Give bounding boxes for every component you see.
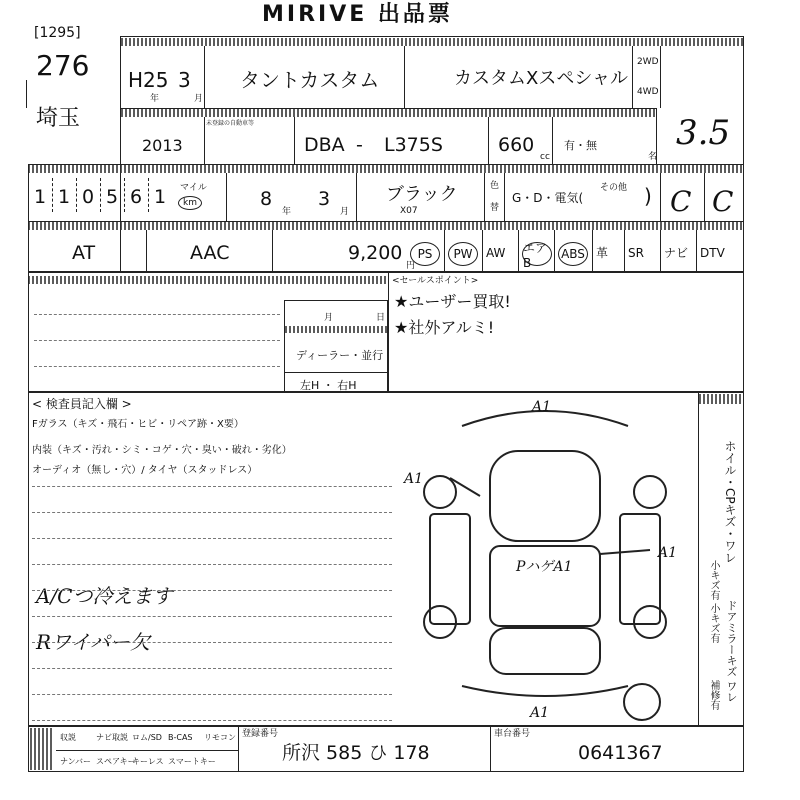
hood xyxy=(490,451,600,541)
yen-mark: 円 xyxy=(406,261,416,271)
cell-divider xyxy=(204,46,205,108)
mileage-separator xyxy=(76,178,77,212)
sales-points-label: <セールスポイント> xyxy=(392,276,479,286)
footer-item-bottom: スマートキー xyxy=(168,757,216,766)
km-unit-circled xyxy=(178,196,202,210)
transmission: AT xyxy=(72,242,96,264)
cell-divider xyxy=(146,230,147,272)
dealer-header-strip xyxy=(285,326,387,333)
inspector-line xyxy=(32,538,392,539)
auction-score: 3.5 xyxy=(676,113,731,153)
option-divider xyxy=(592,230,593,272)
fuel-type: G・D・電気( xyxy=(512,191,584,205)
option-4: ABS xyxy=(558,242,588,266)
drive-4wd: 4WD xyxy=(637,87,659,97)
cell-divider xyxy=(660,173,661,221)
option-5: 革 xyxy=(596,246,609,260)
inspector-line xyxy=(32,616,392,617)
wheel-fl xyxy=(424,476,456,508)
trunk xyxy=(490,628,600,674)
rear-bumper xyxy=(462,686,628,696)
color-code: X07 xyxy=(400,206,418,216)
wheel-damage-label: ホイル・CPキズ・ワレ xyxy=(723,440,737,564)
row-line xyxy=(284,372,388,373)
wheel-damage-sub: 小キズ有 小キズ有 xyxy=(708,560,719,644)
spare-wheel xyxy=(624,684,660,720)
footer-item-bottom: キーレス xyxy=(132,757,164,766)
inspector-note-1: A/Cつ冷えます xyxy=(36,584,173,608)
cell-divider xyxy=(490,726,491,772)
row1-header-strip xyxy=(121,38,743,46)
option-divider xyxy=(624,230,625,272)
option-2: AW xyxy=(486,246,506,260)
wheel-fr xyxy=(634,476,666,508)
inspector-line-2: 内装（キズ・汚れ・シミ・コゲ・穴・臭い・破れ・劣化） xyxy=(32,445,292,456)
wheel-rl xyxy=(424,606,456,638)
option-3: エアB xyxy=(522,242,552,266)
mileage-separator xyxy=(148,178,149,212)
note-line xyxy=(34,314,280,315)
option-7: ナビ xyxy=(664,246,689,260)
diagram-mark-right: A1 xyxy=(658,545,678,561)
interior-grade: C xyxy=(670,185,692,218)
mileage-digit: 1 xyxy=(34,186,47,208)
month-mark: 月 xyxy=(194,94,204,104)
footer-item-top: リモコン xyxy=(204,733,236,742)
lot-divider xyxy=(26,80,27,108)
inspector-line xyxy=(32,668,392,669)
cell-divider xyxy=(704,173,705,221)
roof xyxy=(490,546,600,626)
cell-divider xyxy=(404,46,405,108)
mileage-separator xyxy=(100,178,101,212)
row2-header-strip xyxy=(121,109,655,117)
exterior-grade: C xyxy=(712,185,734,218)
steering-side: 左H ・ 右H xyxy=(300,379,357,392)
footer-item-bottom: スペアキー xyxy=(96,757,136,766)
inspector-line xyxy=(32,642,392,643)
footer-item-top: B-CAS xyxy=(168,733,193,742)
cell-divider xyxy=(632,46,633,108)
ownership-yes-no: 有・無 xyxy=(564,139,597,152)
sales-point-2: ★社外アルミ! xyxy=(394,318,495,337)
inspector-line xyxy=(32,486,392,487)
model-dash: - xyxy=(356,134,363,156)
lot-bracket-number: [1295] xyxy=(34,25,81,41)
seat-mark: 名 xyxy=(648,152,658,162)
option-divider xyxy=(696,230,697,272)
cell-divider xyxy=(294,117,295,164)
inspector-line xyxy=(32,590,392,591)
month-mark: 月 xyxy=(340,207,350,217)
cell-divider xyxy=(484,173,485,221)
option-6: SR xyxy=(628,246,644,260)
footer-mid-line xyxy=(56,750,238,751)
first-reg-month: 3 xyxy=(178,68,191,92)
option-8: DTV xyxy=(700,246,725,260)
era-year: H25 xyxy=(128,68,169,92)
price: 9,200 xyxy=(348,242,403,264)
inspector-line xyxy=(32,720,392,721)
region: 埼玉 xyxy=(36,106,81,131)
day-mark: 日 xyxy=(376,313,386,323)
inspection-month: 3 xyxy=(318,188,331,210)
model-prefix: DBA xyxy=(304,134,345,156)
cell-divider xyxy=(226,173,227,221)
cell-divider xyxy=(204,117,205,164)
mileage-separator xyxy=(124,178,125,212)
cell-divider xyxy=(488,117,489,164)
dealer-type: ディーラー・並行 xyxy=(296,349,384,362)
year-mark: 年 xyxy=(282,207,292,217)
km-label: km xyxy=(183,198,197,208)
inspection-year: 8 xyxy=(260,188,273,210)
mile-label: マイル xyxy=(180,183,207,193)
key-check-header xyxy=(699,394,743,404)
inspector-line-1: Fガラス（キズ・飛石・ヒビ・リペア跡・X要） xyxy=(32,419,244,430)
license-plate: 所沢 585 ひ 178 xyxy=(282,742,430,764)
option-divider xyxy=(518,230,519,272)
wheel-rr xyxy=(634,606,666,638)
mileage-separator xyxy=(52,178,53,212)
color-label-bottom: 替 xyxy=(490,203,500,213)
drive-2wd: 2WD xyxy=(637,57,659,67)
color-label-top: 色 xyxy=(490,181,500,191)
damage-pointer xyxy=(600,550,650,554)
first-reg-note: 未登録の自動車等 xyxy=(206,120,255,127)
option-0: PS xyxy=(410,242,440,266)
car-grade: カスタムXスペシャル xyxy=(454,68,628,89)
option-divider xyxy=(660,230,661,272)
footer-item-top: ナビ取説 xyxy=(96,733,128,742)
repair-label: 補修有 xyxy=(708,680,719,710)
cell-divider xyxy=(660,46,661,108)
car-model: タントカスタム xyxy=(240,68,380,92)
model-code: L375S xyxy=(384,134,443,156)
body-color: ブラック xyxy=(386,184,458,205)
diagram-mark-rear: A1 xyxy=(530,705,550,721)
mileage-digit: 0 xyxy=(82,186,95,208)
mileage-digit: 1 xyxy=(154,186,167,208)
inspector-line xyxy=(32,564,392,565)
plate-label: 登録番号 xyxy=(242,729,279,739)
footer-item-bottom: ナンバー xyxy=(60,757,92,766)
option-divider xyxy=(482,230,483,272)
inspector-line xyxy=(32,694,392,695)
sales-point-1: ★ユーザー買取! xyxy=(394,292,511,311)
cell-divider xyxy=(388,272,389,392)
cell-divider xyxy=(552,117,553,164)
form-title: MIRIVE 出品票 xyxy=(262,2,453,27)
note-line xyxy=(34,340,280,341)
fuel-other: その他 xyxy=(600,183,628,193)
footer-item-top: ロム/SD xyxy=(132,733,162,742)
inspector-label: < 検査員記入欄 > xyxy=(32,397,132,411)
footer-stamp xyxy=(30,728,52,770)
mileage-digit: 5 xyxy=(106,186,119,208)
mirror-damage-label: ドアミラーキズ ワレ xyxy=(725,600,738,703)
footer-item-top: 収説 xyxy=(60,733,76,742)
inspector-line xyxy=(32,512,392,513)
chassis-number: 0641367 xyxy=(578,742,663,764)
option-divider xyxy=(554,230,555,272)
month-mark: 月 xyxy=(324,313,334,323)
row-line xyxy=(120,108,656,109)
cell-divider xyxy=(238,726,239,772)
year-mark: 年 xyxy=(150,94,160,104)
inspector-line-3: オーディオ（無し・穴）/ タイヤ（スタッドレス） xyxy=(32,465,258,476)
cc-mark: cc xyxy=(540,152,550,162)
displacement: 660 xyxy=(498,134,535,156)
air-conditioning: AAC xyxy=(190,242,230,264)
model-year: 2013 xyxy=(142,136,183,155)
cell-divider xyxy=(356,173,357,221)
mileage-digit: 6 xyxy=(130,186,143,208)
fuel-close: ) xyxy=(644,184,652,208)
cell-divider xyxy=(504,173,505,221)
note-line xyxy=(34,366,280,367)
option-divider xyxy=(444,230,445,272)
diagram-mark-front: A1 xyxy=(532,399,552,415)
diagram-mark-roof: PハゲA1 xyxy=(516,559,573,575)
chassis-label: 車台番号 xyxy=(494,729,531,739)
option-1: PW xyxy=(448,242,478,266)
inspector-note-2: Rワイパー欠 xyxy=(36,630,151,654)
mileage-digit: 1 xyxy=(58,186,71,208)
diagram-mark-left: A1 xyxy=(404,471,424,487)
lot-number: 276 xyxy=(36,49,90,82)
cell-divider xyxy=(272,230,273,272)
